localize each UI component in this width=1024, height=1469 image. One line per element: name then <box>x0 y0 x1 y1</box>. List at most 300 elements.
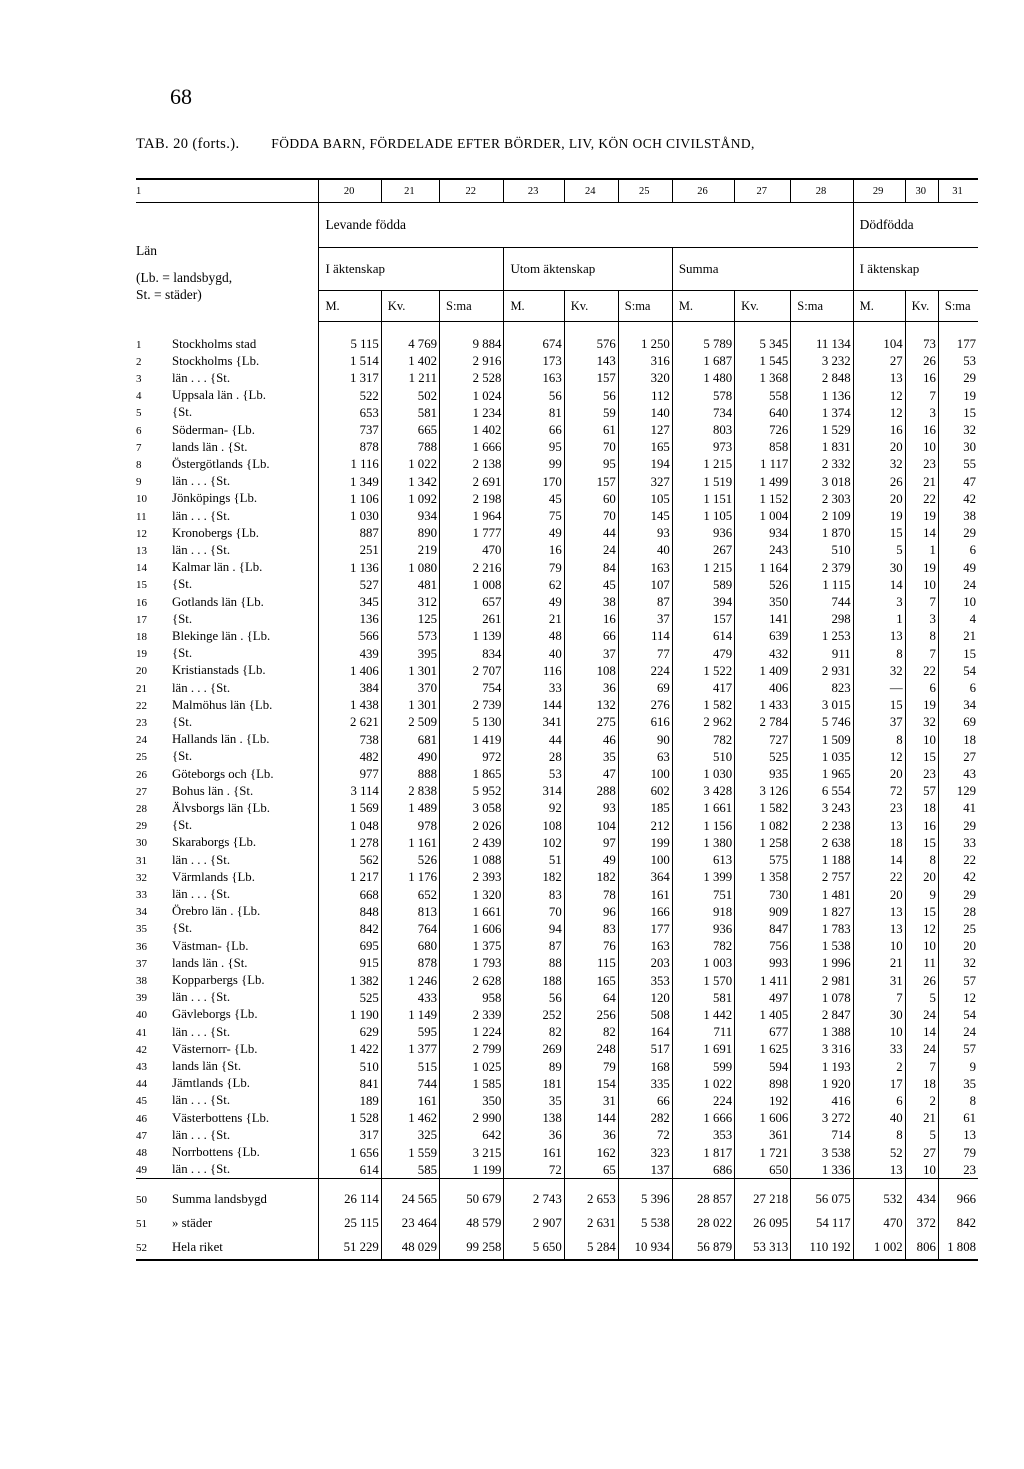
cell: 599 <box>672 1058 734 1075</box>
cell: 23 <box>853 800 905 817</box>
row-name: Hela riket <box>172 1239 223 1254</box>
subheader-cell: M. <box>672 291 734 322</box>
row-name: Värmlands {Lb. <box>172 869 255 884</box>
cell: 416 <box>791 1092 853 1109</box>
cell: 1 375 <box>440 938 504 955</box>
cell: 1 691 <box>672 1041 734 1058</box>
cell: 1 278 <box>319 834 381 851</box>
cell: 40 <box>618 542 672 559</box>
cell: 1 509 <box>791 731 853 748</box>
cell: 510 <box>791 542 853 559</box>
row-number: 1 <box>136 338 142 351</box>
cell: 803 <box>672 422 734 439</box>
cell: 248 <box>564 1041 618 1058</box>
cell: 1 687 <box>672 353 734 370</box>
row-label <box>136 473 319 490</box>
table-row <box>136 473 978 490</box>
row-number: 23 <box>136 716 147 729</box>
header-row-1 <box>136 203 978 248</box>
cell: 48 579 <box>440 1211 504 1235</box>
cell: 915 <box>319 955 381 972</box>
cell: 5 746 <box>791 714 853 731</box>
cell: 652 <box>381 886 439 903</box>
row-name: Västerbottens {Lb. <box>172 1110 270 1125</box>
row-number: 17 <box>136 613 147 626</box>
cell: 2 439 <box>440 834 504 851</box>
cell: 112 <box>618 387 672 404</box>
row-label <box>136 697 319 714</box>
cell: 2 907 <box>504 1211 564 1235</box>
cell: 1 388 <box>791 1024 853 1041</box>
row-number: 52 <box>136 1241 147 1254</box>
cell: 177 <box>938 322 978 353</box>
cell: 1 190 <box>319 1006 381 1023</box>
cell: 49 <box>938 559 978 576</box>
cell: 18 <box>905 1075 938 1092</box>
cell: 751 <box>672 886 734 903</box>
cell: 614 <box>672 628 734 645</box>
cell: 754 <box>440 680 504 697</box>
levande-fodda-header: Levande födda <box>319 203 853 248</box>
table-row <box>136 834 978 851</box>
cell: 1 481 <box>791 886 853 903</box>
row-number: 44 <box>136 1078 147 1091</box>
cell: 1 188 <box>791 852 853 869</box>
subheader-cell: S:ma <box>791 291 853 322</box>
cell: 490 <box>381 748 439 765</box>
cell: 5 115 <box>319 322 381 353</box>
row-name: län . . . {St. <box>172 1024 231 1039</box>
cell: 110 192 <box>791 1235 853 1260</box>
cell: 27 <box>938 748 978 765</box>
cell: 1 625 <box>735 1041 791 1058</box>
row-name: {St. <box>172 749 193 764</box>
cell: 10 <box>853 938 905 955</box>
row-name: Hallands län . {Lb. <box>172 732 270 747</box>
cell: 668 <box>319 886 381 903</box>
cell: 94 <box>504 920 564 937</box>
cell: 1 215 <box>672 456 734 473</box>
summary-row <box>136 1179 978 1212</box>
cell: 5 538 <box>618 1211 672 1235</box>
cell: 2 379 <box>791 559 853 576</box>
cell: 16 <box>905 422 938 439</box>
cell: 90 <box>618 731 672 748</box>
row-name: län . . . {St. <box>172 852 231 867</box>
cell: 10 <box>905 439 938 456</box>
cell: 47 <box>564 766 618 783</box>
cell: 64 <box>564 989 618 1006</box>
cell: 16 <box>504 542 564 559</box>
row-number: 18 <box>136 630 147 643</box>
row-number: 34 <box>136 906 147 919</box>
cell: 165 <box>564 972 618 989</box>
cell: 26 114 <box>319 1179 381 1212</box>
cell: 1 827 <box>791 903 853 920</box>
cell: 104 <box>564 817 618 834</box>
row-name: Kronobergs {Lb. <box>172 525 259 540</box>
cell: 888 <box>381 766 439 783</box>
table-row <box>136 662 978 679</box>
cell: 3 <box>905 611 938 628</box>
table-row <box>136 852 978 869</box>
row-label <box>136 611 319 628</box>
cell: 199 <box>618 834 672 851</box>
row-number: 46 <box>136 1112 147 1125</box>
row-name: lands län {St. <box>172 1059 242 1074</box>
cell: 327 <box>618 473 672 490</box>
cell: 17 <box>853 1075 905 1092</box>
cell: 848 <box>319 903 381 920</box>
cell: 1 224 <box>440 1024 504 1041</box>
cell: — <box>853 680 905 697</box>
cell: 1 831 <box>791 439 853 456</box>
cell: 2 739 <box>440 697 504 714</box>
cell: 21 <box>938 628 978 645</box>
cell: 49 <box>564 852 618 869</box>
cell: 936 <box>672 920 734 937</box>
table-row <box>136 1006 978 1023</box>
cell: 4 769 <box>381 322 439 353</box>
cell: 581 <box>672 989 734 1006</box>
cell: 137 <box>618 1161 672 1179</box>
row-number: 27 <box>136 785 147 798</box>
cell: 100 <box>618 766 672 783</box>
cell: 3 126 <box>735 783 791 800</box>
cell: 1 666 <box>440 439 504 456</box>
cell: 78 <box>564 886 618 903</box>
cell: 1 419 <box>440 731 504 748</box>
cell: 116 <box>504 662 564 679</box>
cell: 243 <box>735 542 791 559</box>
cell: 7 <box>905 1058 938 1075</box>
cell: 515 <box>381 1058 439 1075</box>
cell: 782 <box>672 731 734 748</box>
cell: 589 <box>672 576 734 593</box>
row-label <box>136 576 319 593</box>
cell: 1 117 <box>735 456 791 473</box>
cell: 11 134 <box>791 322 853 353</box>
cell: 2 393 <box>440 869 504 886</box>
column-number: 29 <box>853 179 905 203</box>
row-label <box>136 1144 319 1161</box>
row-label <box>136 456 319 473</box>
cell: 87 <box>504 938 564 955</box>
cell: 1 139 <box>440 628 504 645</box>
cell: 1 406 <box>319 662 381 679</box>
cell: 24 <box>938 576 978 593</box>
table-row <box>136 680 978 697</box>
row-name: {St. <box>172 577 193 592</box>
column-number: 22 <box>440 179 504 203</box>
row-label <box>136 886 319 903</box>
cell: 1 817 <box>672 1144 734 1161</box>
column-number: 30 <box>905 179 938 203</box>
row-label <box>136 766 319 783</box>
row-name: Söderman- {Lb. <box>172 422 255 437</box>
row-number: 24 <box>136 734 147 747</box>
cell: 224 <box>672 1092 734 1109</box>
row-number: 22 <box>136 699 147 712</box>
cell: 1 193 <box>791 1058 853 1075</box>
row-number: 5 <box>136 407 142 420</box>
cell: 1 161 <box>381 834 439 851</box>
cell: 1 438 <box>319 697 381 714</box>
cell: 143 <box>564 353 618 370</box>
cell: 470 <box>853 1211 905 1235</box>
cell: 312 <box>381 594 439 611</box>
cell: 1 080 <box>381 559 439 576</box>
cell: 1 088 <box>440 852 504 869</box>
row-number: 11 <box>136 510 147 523</box>
row-name: län . . . {St. <box>172 680 231 695</box>
cell: 15 <box>853 525 905 542</box>
cell: 56 879 <box>672 1235 734 1260</box>
cell: 1 008 <box>440 576 504 593</box>
cell: 5 345 <box>735 322 791 353</box>
row-number: 7 <box>136 441 142 454</box>
cell: 144 <box>504 697 564 714</box>
table-row <box>136 955 978 972</box>
cell: 14 <box>905 525 938 542</box>
row-number: 37 <box>136 957 147 970</box>
cell: 267 <box>672 542 734 559</box>
cell: 573 <box>381 628 439 645</box>
cell: 341 <box>504 714 564 731</box>
cell: 33 <box>938 834 978 851</box>
cell: 434 <box>905 1179 938 1212</box>
cell: 1 004 <box>735 508 791 525</box>
cell: 83 <box>564 920 618 937</box>
cell: 918 <box>672 903 734 920</box>
row-label <box>136 972 319 989</box>
cell: 345 <box>319 594 381 611</box>
cell: 674 <box>504 322 564 353</box>
table-row <box>136 817 978 834</box>
cell: 82 <box>504 1024 564 1041</box>
cell: 35 <box>504 1092 564 1109</box>
cell: 1 164 <box>735 559 791 576</box>
row-number: 20 <box>136 665 147 678</box>
cell: 1 030 <box>672 766 734 783</box>
column-number: 23 <box>504 179 564 203</box>
cell: 934 <box>381 508 439 525</box>
cell: 70 <box>564 508 618 525</box>
cell: 1 411 <box>735 972 791 989</box>
st-note: St. = städer) <box>136 286 202 302</box>
row-label <box>136 1161 319 1179</box>
cell: 28 <box>504 748 564 765</box>
cell: 525 <box>319 989 381 1006</box>
row-label <box>136 834 319 851</box>
cell: 1 405 <box>735 1006 791 1023</box>
cell: 102 <box>504 834 564 851</box>
cell: 256 <box>564 1006 618 1023</box>
row-label <box>136 387 319 404</box>
cell: 335 <box>618 1075 672 1092</box>
row-label <box>136 645 319 662</box>
column-number: 25 <box>618 179 672 203</box>
cell: 406 <box>735 680 791 697</box>
cell: 1 317 <box>319 370 381 387</box>
cell: 97 <box>564 834 618 851</box>
cell: 730 <box>735 886 791 903</box>
row-number: 8 <box>136 458 142 471</box>
subheader-cell: M. <box>319 291 381 322</box>
cell: 24 <box>564 542 618 559</box>
cell: 92 <box>504 800 564 817</box>
cell: 8 <box>905 628 938 645</box>
cell: 188 <box>504 972 564 989</box>
cell: 162 <box>564 1144 618 1161</box>
cell: 686 <box>672 1161 734 1179</box>
cell: 898 <box>735 1075 791 1092</box>
cell: 32 <box>905 714 938 731</box>
cell: 1 368 <box>735 370 791 387</box>
cell: 8 <box>853 731 905 748</box>
cell: 350 <box>735 594 791 611</box>
cell: 1 656 <box>319 1144 381 1161</box>
row-number: 35 <box>136 923 147 936</box>
cell: 2 931 <box>791 662 853 679</box>
cell: 314 <box>504 783 564 800</box>
row-label <box>136 1024 319 1041</box>
cell: 2 847 <box>791 1006 853 1023</box>
row-number: 16 <box>136 596 147 609</box>
cell: 22 <box>938 852 978 869</box>
cell: 510 <box>672 748 734 765</box>
cell: 3 <box>853 594 905 611</box>
cell: 62 <box>504 576 564 593</box>
cell: 2 621 <box>319 714 381 731</box>
cell: 1 569 <box>319 800 381 817</box>
row-label <box>136 1211 319 1235</box>
cell: 1 250 <box>618 322 672 353</box>
cell: 33 <box>853 1041 905 1058</box>
cell: 145 <box>618 508 672 525</box>
table-row <box>136 938 978 955</box>
row-name: Bohus län . {St. <box>172 783 254 798</box>
row-label <box>136 542 319 559</box>
row-number: 31 <box>136 854 147 867</box>
cell: 2 509 <box>381 714 439 731</box>
table-row <box>136 576 978 593</box>
cell: 978 <box>381 817 439 834</box>
row-number: 4 <box>136 390 142 403</box>
cell: 2 916 <box>440 353 504 370</box>
table-row <box>136 1144 978 1161</box>
cell: 613 <box>672 852 734 869</box>
cell: 1 808 <box>938 1235 978 1260</box>
cell: 173 <box>504 353 564 370</box>
subheader-cell: M. <box>853 291 905 322</box>
cell: 55 <box>938 456 978 473</box>
cell: 581 <box>381 404 439 421</box>
cell: 12 <box>853 748 905 765</box>
row-number: 14 <box>136 562 147 575</box>
row-name: Summa landsbygd <box>172 1191 267 1206</box>
cell: 806 <box>905 1235 938 1260</box>
table-row <box>136 1024 978 1041</box>
cell: 18 <box>905 800 938 817</box>
cell: 1 545 <box>735 353 791 370</box>
cell: 1 078 <box>791 989 853 1006</box>
cell: 19 <box>905 559 938 576</box>
row-name: län . . . {St. <box>172 887 231 901</box>
cell: 1 519 <box>672 473 734 490</box>
cell: 224 <box>618 662 672 679</box>
cell: 70 <box>564 439 618 456</box>
cell: 1 666 <box>672 1110 734 1127</box>
table-row <box>136 1127 978 1144</box>
cell: 138 <box>504 1110 564 1127</box>
column-number: 1 <box>136 179 319 203</box>
cell: 36 <box>564 680 618 697</box>
cell: 887 <box>319 525 381 542</box>
cell: 517 <box>618 1041 672 1058</box>
row-number: 30 <box>136 837 147 850</box>
cell: 51 229 <box>319 1235 381 1260</box>
row-name: län . . . {St. <box>172 990 231 1005</box>
cell: 66 <box>504 422 564 439</box>
cell: 18 <box>853 834 905 851</box>
cell: 53 <box>504 766 564 783</box>
cell: 361 <box>735 1127 791 1144</box>
row-name: {St. <box>172 921 193 936</box>
cell: 834 <box>440 645 504 662</box>
row-name: Göteborgs och {Lb. <box>172 766 274 781</box>
i-aktenskap-dod-header: I äktenskap <box>853 248 978 291</box>
cell: 21 <box>905 1110 938 1127</box>
cell: 154 <box>564 1075 618 1092</box>
summary-row <box>136 1235 978 1260</box>
cell: 744 <box>791 594 853 611</box>
cell: 1 156 <box>672 817 734 834</box>
cell: 95 <box>504 439 564 456</box>
cell: 9 884 <box>440 322 504 353</box>
cell: 2 303 <box>791 490 853 507</box>
subheader-cell: S:ma <box>938 291 978 322</box>
row-label <box>136 353 319 370</box>
cell: 61 <box>564 422 618 439</box>
cell: 11 <box>905 955 938 972</box>
cell: 2 653 <box>564 1179 618 1212</box>
row-number: 49 <box>136 1164 147 1177</box>
cell: 165 <box>618 439 672 456</box>
column-number: 28 <box>791 179 853 203</box>
cell: 19 <box>905 697 938 714</box>
cell: 614 <box>319 1161 381 1179</box>
cell: 27 <box>905 1144 938 1161</box>
cell: 813 <box>381 903 439 920</box>
cell: 20 <box>905 869 938 886</box>
cell: 6 <box>905 680 938 697</box>
cell: 13 <box>853 628 905 645</box>
cell: 911 <box>791 645 853 662</box>
cell: 73 <box>905 322 938 353</box>
row-number: 25 <box>136 751 147 764</box>
row-name: Kopparbergs {Lb. <box>172 973 265 988</box>
row-name: Gävleborgs {Lb. <box>172 1007 258 1022</box>
cell: 13 <box>853 817 905 834</box>
cell: 510 <box>319 1058 381 1075</box>
cell: 439 <box>319 645 381 662</box>
cell: 3 272 <box>791 1110 853 1127</box>
cell: 2 848 <box>791 370 853 387</box>
row-number: 50 <box>136 1193 147 1206</box>
cell: 56 <box>504 989 564 1006</box>
cell: 27 218 <box>735 1179 791 1212</box>
